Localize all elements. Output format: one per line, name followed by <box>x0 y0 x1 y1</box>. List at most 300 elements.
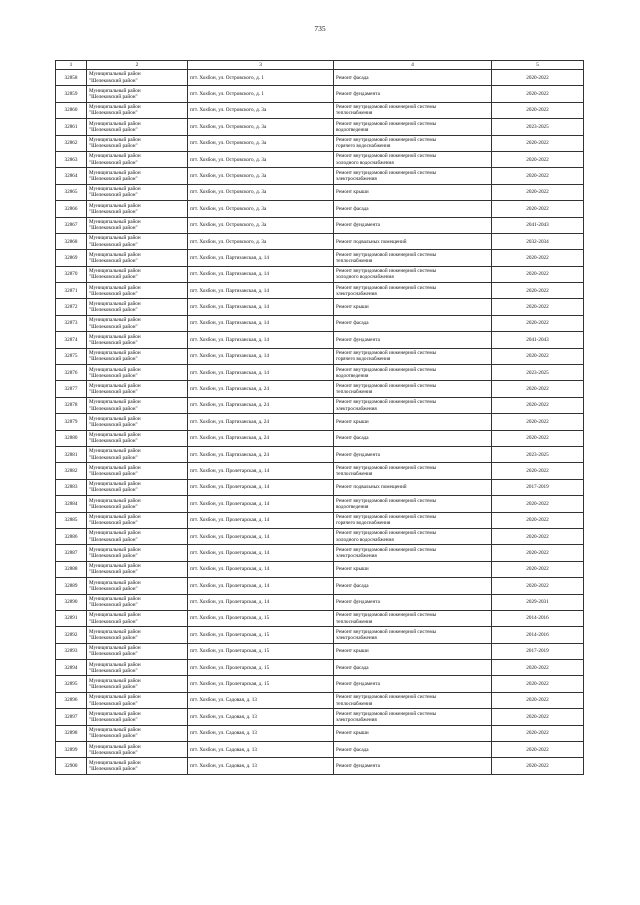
table-row <box>56 70 584 86</box>
table-row <box>56 201 584 217</box>
district-line: "Шелековский район" <box>89 241 138 248</box>
period-cell: 2041-2043 <box>492 217 584 233</box>
work-type-cell <box>334 742 492 758</box>
district-line: "Шелековский район" <box>89 159 138 166</box>
period-cell: 2020-2022 <box>492 168 584 184</box>
table-row <box>56 660 584 676</box>
period-cell: 2020-2022 <box>492 135 584 151</box>
work-type-cell <box>334 332 492 348</box>
address-cell: пгт. Хохбон, ул. Островского, д. 3а <box>188 233 334 249</box>
row-number-cell: 32880 <box>56 430 87 446</box>
work-type-line: Ремонт внутридомовой инженерной системы <box>336 104 437 111</box>
work-type-cell <box>334 660 492 676</box>
district-cell <box>87 201 188 217</box>
address-cell: пгт. Хохбон, ул. Партизанская, д. 24 <box>188 414 334 430</box>
district-cell <box>87 561 188 577</box>
period-cell: 2020-2022 <box>492 299 584 315</box>
district-cell <box>87 86 188 102</box>
period-cell: 2020-2022 <box>492 561 584 577</box>
period-cell: 2020-2022 <box>492 660 584 676</box>
work-type-cell <box>334 627 492 643</box>
district-line: Муниципальный район <box>89 727 141 734</box>
district-line: "Шелековский район" <box>89 536 138 543</box>
address-cell: пгт. Хохбон, ул. Партизанская, д. 14 <box>188 315 334 331</box>
district-cell <box>87 397 188 413</box>
table-row <box>56 709 584 725</box>
address-cell: пгт. Хохбон, ул. Партизанская, д. 24 <box>188 446 334 462</box>
district-line: Муниципальный район <box>89 628 141 635</box>
table-row <box>56 627 584 643</box>
row-number-cell: 32867 <box>56 217 87 233</box>
work-type-line: горячего водоснабжения <box>336 356 391 363</box>
column-header: 4 <box>334 61 492 70</box>
work-type-line: Ремонт фундамента <box>336 599 380 606</box>
district-line: "Шелековский район" <box>89 438 138 445</box>
work-type-line: Ремонт внутридомовой инженерной системы <box>336 366 437 373</box>
address-cell: пгт. Хохбон, ул. Пролетарская, д. 15 <box>188 643 334 659</box>
row-number-cell: 32881 <box>56 446 87 462</box>
district-line: Муниципальный район <box>89 350 141 357</box>
work-type-cell <box>334 479 492 495</box>
district-cell <box>87 660 188 676</box>
period-cell: 2020-2022 <box>492 725 584 741</box>
work-type-cell <box>334 70 492 86</box>
district-line: "Шелековский район" <box>89 110 138 117</box>
work-type-cell <box>334 414 492 430</box>
district-cell <box>87 217 188 233</box>
row-number-cell: 32888 <box>56 561 87 577</box>
period-cell: 2023-2025 <box>492 119 584 135</box>
row-number-cell: 32895 <box>56 676 87 692</box>
table-row <box>56 430 584 446</box>
work-type-line: теплоснабжения <box>336 257 373 264</box>
address-cell: пгт. Хохбон, ул. Садовая, д. 13 <box>188 742 334 758</box>
district-line: "Шелековский район" <box>89 421 138 428</box>
district-line: Муниципальный район <box>89 448 141 455</box>
district-cell <box>87 332 188 348</box>
district-cell <box>87 151 188 167</box>
work-type-line: Ремонт внутридомовой инженерной системы <box>336 153 437 160</box>
work-type-line: Ремонт внутридомовой инженерной системы <box>336 694 437 701</box>
district-cell <box>87 430 188 446</box>
row-number-cell: 32892 <box>56 627 87 643</box>
work-type-cell <box>334 266 492 282</box>
period-cell: 2020-2022 <box>492 463 584 479</box>
district-line: Муниципальный район <box>89 497 141 504</box>
address-cell: пгт. Хохбон, ул. Пролетарская, д. 15 <box>188 660 334 676</box>
district-line: Муниципальный район <box>89 268 141 275</box>
period-cell: 2017-2019 <box>492 643 584 659</box>
work-type-line: Ремонт подвальных помещений <box>336 484 407 491</box>
table-row <box>56 463 584 479</box>
work-type-line: Ремонт подвальных помещений <box>336 238 407 245</box>
period-cell: 2014-2016 <box>492 627 584 643</box>
row-number-cell: 32891 <box>56 610 87 626</box>
district-cell <box>87 725 188 741</box>
work-type-cell <box>334 315 492 331</box>
district-line: Муниципальный район <box>89 382 141 389</box>
district-line: "Шелековский район" <box>89 257 138 264</box>
work-type-cell <box>334 758 492 774</box>
district-cell <box>87 643 188 659</box>
district-line: Муниципальный район <box>89 530 141 537</box>
work-type-cell <box>334 545 492 561</box>
district-line: "Шелековский район" <box>89 667 138 674</box>
work-type-line: электроснабжения <box>336 176 377 183</box>
period-cell: 2020-2022 <box>492 86 584 102</box>
district-line: "Шелековский район" <box>89 192 138 199</box>
work-type-line: Ремонт внутридомовой инженерной системы <box>336 350 437 357</box>
table-row <box>56 414 584 430</box>
work-type-cell <box>334 709 492 725</box>
work-type-cell <box>334 676 492 692</box>
address-cell: пгт. Хохбон, ул. Партизанская, д. 14 <box>188 250 334 266</box>
period-cell: 2020-2022 <box>492 70 584 86</box>
address-cell: пгт. Хохбон, ул. Островского, д. 3а <box>188 135 334 151</box>
address-cell: пгт. Хохбон, ул. Партизанская, д. 24 <box>188 381 334 397</box>
work-type-line: Ремонт крыши <box>336 418 369 425</box>
row-number-cell: 32865 <box>56 184 87 200</box>
row-number-cell: 32886 <box>56 528 87 544</box>
column-header: 2 <box>87 61 188 70</box>
address-cell: пгт. Хохбон, ул. Пролетарская, д. 15 <box>188 610 334 626</box>
row-number-cell: 32897 <box>56 709 87 725</box>
row-number-cell: 32860 <box>56 102 87 118</box>
column-header: 3 <box>188 61 334 70</box>
district-line: Муниципальный район <box>89 415 141 422</box>
table-row <box>56 315 584 331</box>
district-cell <box>87 266 188 282</box>
district-line: "Шелековский район" <box>89 471 138 478</box>
work-type-line: холодного водоснабжения <box>336 159 394 166</box>
row-number-cell: 32869 <box>56 250 87 266</box>
district-line: Муниципальный район <box>89 251 141 258</box>
work-type-line: Ремонт фундамента <box>336 681 380 688</box>
work-type-line: Ремонт крыши <box>336 648 369 655</box>
work-type-line: электроснабжения <box>336 634 377 641</box>
work-type-line: Ремонт фундамента <box>336 451 380 458</box>
row-number-cell: 32877 <box>56 381 87 397</box>
district-line: "Шелековский район" <box>89 143 138 150</box>
district-line: "Шелековский район" <box>89 651 138 658</box>
district-line: Муниципальный район <box>89 333 141 340</box>
work-type-cell <box>334 578 492 594</box>
address-cell: пгт. Хохбон, ул. Садовая, д. 13 <box>188 709 334 725</box>
table-row <box>56 643 584 659</box>
table-row <box>56 594 584 610</box>
district-line: Муниципальный район <box>89 235 141 242</box>
table-row <box>56 381 584 397</box>
work-type-line: теплоснабжения <box>336 471 373 478</box>
district-cell <box>87 446 188 462</box>
table-row <box>56 446 584 462</box>
address-cell: пгт. Хохбон, ул. Пролетарская, д. 14 <box>188 463 334 479</box>
period-cell: 2020-2022 <box>492 414 584 430</box>
table-row <box>56 332 584 348</box>
table-row <box>56 168 584 184</box>
address-cell: пгт. Хохбон, ул. Островского, д. 3а <box>188 168 334 184</box>
work-type-line: электроснабжения <box>336 290 377 297</box>
district-line: "Шелековский район" <box>89 208 138 215</box>
address-cell: пгт. Хохбон, ул. Пролетарская, д. 14 <box>188 545 334 561</box>
address-cell: пгт. Хохбон, ул. Партизанская, д. 24 <box>188 397 334 413</box>
table-row <box>56 217 584 233</box>
address-cell: пгт. Хохбон, ул. Пролетарская, д. 14 <box>188 512 334 528</box>
table-row <box>56 135 584 151</box>
district-line: "Шелековский район" <box>89 553 138 560</box>
table-row <box>56 692 584 708</box>
work-type-line: горячего водоснабжения <box>336 143 391 150</box>
row-number-cell: 32861 <box>56 119 87 135</box>
address-cell: пгт. Хохбон, ул. Пролетарская, д. 14 <box>188 528 334 544</box>
address-cell: пгт. Хохбон, ул. Островского, д. 1 <box>188 86 334 102</box>
table-row <box>56 725 584 741</box>
table-row <box>56 496 584 512</box>
period-cell: 2014-2016 <box>492 610 584 626</box>
row-number-cell: 32862 <box>56 135 87 151</box>
table-header-row <box>56 61 584 70</box>
district-line: "Шелековский район" <box>89 274 138 281</box>
district-line: Муниципальный район <box>89 612 141 619</box>
district-cell <box>87 348 188 364</box>
period-cell: 2020-2022 <box>492 742 584 758</box>
row-number-cell: 32873 <box>56 315 87 331</box>
address-cell: пгт. Хохбон, ул. Пролетарская, д. 14 <box>188 594 334 610</box>
work-type-cell <box>334 119 492 135</box>
row-number-cell: 32868 <box>56 233 87 249</box>
table-row <box>56 266 584 282</box>
row-number-cell: 32894 <box>56 660 87 676</box>
period-cell: 2020-2022 <box>492 578 584 594</box>
table-row <box>56 184 584 200</box>
table-row <box>56 742 584 758</box>
district-line: "Шелековский район" <box>89 585 138 592</box>
district-cell <box>87 102 188 118</box>
district-line: "Шелековский район" <box>89 176 138 183</box>
address-cell: пгт. Хохбон, ул. Партизанская, д. 14 <box>188 365 334 381</box>
table-row <box>56 512 584 528</box>
row-number-cell: 32890 <box>56 594 87 610</box>
district-line: Муниципальный район <box>89 645 141 652</box>
work-type-cell <box>334 561 492 577</box>
district-line: "Шелековский район" <box>89 766 138 773</box>
district-cell <box>87 676 188 692</box>
address-cell: пгт. Хохбон, ул. Островского, д. 3а <box>188 184 334 200</box>
period-cell: 2023-2025 <box>492 446 584 462</box>
district-line: "Шелековский район" <box>89 733 138 740</box>
work-type-line: Ремонт фасада <box>336 320 369 327</box>
district-line: Муниципальный район <box>89 137 141 144</box>
district-line: "Шелековский район" <box>89 487 138 494</box>
row-number-cell: 32900 <box>56 758 87 774</box>
work-type-line: водоотведения <box>336 372 369 379</box>
work-type-line: холодного водоснабжения <box>336 536 394 543</box>
address-cell: пгт. Хохбон, ул. Островского, д. 3а <box>188 119 334 135</box>
district-line: Муниципальный район <box>89 677 141 684</box>
period-cell: 2020-2022 <box>492 348 584 364</box>
work-type-line: Ремонт внутридомовой инженерной системы <box>336 514 437 521</box>
row-number-cell: 32866 <box>56 201 87 217</box>
district-cell <box>87 184 188 200</box>
district-cell <box>87 299 188 315</box>
table-row <box>56 86 584 102</box>
district-line: "Шелековский район" <box>89 389 138 396</box>
row-number-cell: 32864 <box>56 168 87 184</box>
district-cell <box>87 463 188 479</box>
table-row <box>56 545 584 561</box>
district-line: "Шелековский район" <box>89 520 138 527</box>
district-line: "Шелековский район" <box>89 684 138 691</box>
district-cell <box>87 414 188 430</box>
table-row <box>56 299 584 315</box>
row-number-cell: 32871 <box>56 283 87 299</box>
row-number-cell: 32870 <box>56 266 87 282</box>
district-cell <box>87 315 188 331</box>
repair-schedule-table <box>55 60 584 775</box>
district-cell <box>87 135 188 151</box>
period-cell: 2020-2022 <box>492 102 584 118</box>
table-row <box>56 528 584 544</box>
row-number-cell: 32887 <box>56 545 87 561</box>
table-row <box>56 479 584 495</box>
period-cell: 2020-2022 <box>492 496 584 512</box>
row-number-cell: 32859 <box>56 86 87 102</box>
district-line: Муниципальный район <box>89 743 141 750</box>
address-cell: пгт. Хохбон, ул. Островского, д. 3а <box>188 217 334 233</box>
period-cell: 2041-2043 <box>492 332 584 348</box>
work-type-line: Ремонт фундамента <box>336 763 380 769</box>
row-number-cell: 32899 <box>56 742 87 758</box>
work-type-line: водоотведения <box>336 126 369 133</box>
row-number-cell: 32898 <box>56 725 87 741</box>
table-row <box>56 610 584 626</box>
work-type-line: Ремонт фасада <box>336 205 369 212</box>
row-number-cell: 32882 <box>56 463 87 479</box>
district-cell <box>87 250 188 266</box>
work-type-line: Ремонт внутридомовой инженерной системы <box>336 497 437 504</box>
district-cell <box>87 70 188 86</box>
district-line: "Шелековский район" <box>89 405 138 412</box>
district-cell <box>87 578 188 594</box>
work-type-line: Ремонт внутридомовой инженерной системы <box>336 464 437 471</box>
work-type-line: горячего водоснабжения <box>336 520 391 527</box>
work-type-cell <box>334 528 492 544</box>
district-line: "Шелековский район" <box>89 290 138 297</box>
address-cell: пгт. Хохбон, ул. Пролетарская, д. 14 <box>188 496 334 512</box>
district-cell <box>87 545 188 561</box>
work-type-line: Ремонт фундамента <box>336 336 380 343</box>
row-number-cell: 32876 <box>56 365 87 381</box>
district-line: "Шелековский район" <box>89 634 138 641</box>
table-row <box>56 250 584 266</box>
district-line: "Шелековский район" <box>89 323 138 330</box>
period-cell: 2020-2022 <box>492 381 584 397</box>
period-cell: 2020-2022 <box>492 201 584 217</box>
work-type-cell <box>334 135 492 151</box>
work-type-line: Ремонт внутридомовой инженерной системы <box>336 120 437 127</box>
district-line: "Шелековский район" <box>89 225 138 232</box>
period-cell: 2020-2022 <box>492 676 584 692</box>
address-cell: пгт. Хохбон, ул. Островского, д. 1 <box>188 70 334 86</box>
period-cell: 2020-2022 <box>492 315 584 331</box>
district-cell <box>87 381 188 397</box>
work-type-cell <box>334 86 492 102</box>
address-cell: пгт. Хохбон, ул. Партизанская, д. 14 <box>188 283 334 299</box>
district-line: Муниципальный район <box>89 595 141 602</box>
work-type-line: холодного водоснабжения <box>336 274 394 281</box>
address-cell: пгт. Хохбон, ул. Островского, д. 3а <box>188 201 334 217</box>
work-type-line: водоотведения <box>336 503 369 510</box>
work-type-line: Ремонт крыши <box>336 730 369 737</box>
district-line: Муниципальный район <box>89 481 141 488</box>
district-cell <box>87 627 188 643</box>
row-number-cell: 32893 <box>56 643 87 659</box>
district-line: Муниципальный район <box>89 694 141 701</box>
work-type-line: Ремонт внутридомовой инженерной системы <box>336 169 437 176</box>
work-type-cell <box>334 283 492 299</box>
period-cell: 2017-2019 <box>492 479 584 495</box>
work-type-cell <box>334 692 492 708</box>
work-type-cell <box>334 217 492 233</box>
work-type-cell <box>334 299 492 315</box>
work-type-cell <box>334 430 492 446</box>
work-type-line: Ремонт фундамента <box>336 90 380 97</box>
period-cell: 2020-2022 <box>492 545 584 561</box>
table-row <box>56 676 584 692</box>
work-type-line: Ремонт внутридомовой инженерной системы <box>336 546 437 553</box>
district-line: "Шелековский район" <box>89 749 138 756</box>
work-type-line: Ремонт внутридомовой инженерной системы <box>336 710 437 717</box>
table-row <box>56 365 584 381</box>
district-line: Муниципальный район <box>89 219 141 225</box>
table-row <box>56 233 584 249</box>
page-number: 735 <box>314 24 326 33</box>
address-cell: пгт. Хохбон, ул. Партизанская, д. 24 <box>188 430 334 446</box>
district-line: Муниципальный район <box>89 464 141 471</box>
work-type-cell <box>334 496 492 512</box>
district-cell <box>87 365 188 381</box>
district-line: "Шелековский район" <box>89 716 138 723</box>
row-number-cell: 32896 <box>56 692 87 708</box>
district-line: "Шелековский район" <box>89 700 138 707</box>
work-type-line: Ремонт фундамента <box>336 222 380 229</box>
table-row <box>56 348 584 364</box>
address-cell: пгт. Хохбон, ул. Островского, д. 3а <box>188 151 334 167</box>
table-row <box>56 151 584 167</box>
district-line: Муниципальный район <box>89 366 141 373</box>
district-line: "Шелековский район" <box>89 569 138 576</box>
work-type-line: Ремонт внутридомовой инженерной системы <box>336 612 437 619</box>
district-line: "Шелековский район" <box>89 126 138 133</box>
work-type-line: теплоснабжения <box>336 618 373 625</box>
district-line: Муниципальный район <box>89 284 141 291</box>
district-line: "Шелековский район" <box>89 372 138 379</box>
work-type-line: теплоснабжения <box>336 110 373 117</box>
district-cell <box>87 119 188 135</box>
district-line: Муниципальный район <box>89 579 141 586</box>
work-type-cell <box>334 397 492 413</box>
work-type-cell <box>334 168 492 184</box>
table-row <box>56 102 584 118</box>
work-type-cell <box>334 233 492 249</box>
district-line: "Шелековский район" <box>89 503 138 510</box>
district-cell <box>87 233 188 249</box>
district-cell <box>87 479 188 495</box>
district-cell <box>87 496 188 512</box>
period-cell: 2020-2022 <box>492 709 584 725</box>
row-number-cell: 32872 <box>56 299 87 315</box>
period-cell: 2020-2022 <box>492 692 584 708</box>
